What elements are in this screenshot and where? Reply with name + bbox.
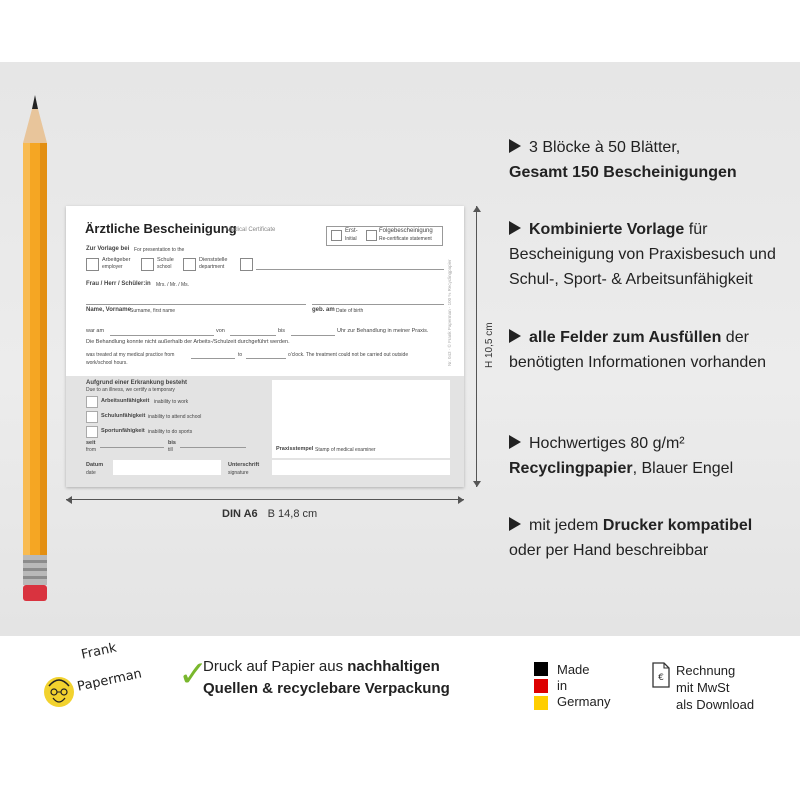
date-field[interactable] [113, 460, 221, 475]
unfit-school-label: Schulunfähigkeit [101, 413, 146, 419]
checkmark-icon: ✓ [178, 654, 209, 695]
triangle-bullet-icon [509, 435, 521, 449]
bullet-1-bold: Gesamt 150 Bescheinigungen [509, 164, 737, 181]
unfit-sport-label: Sportunfähigkeit [101, 428, 145, 434]
flag-black [534, 662, 548, 676]
unfit-work-en: inability to work [154, 399, 189, 405]
name-en: Surname, first name [130, 308, 176, 314]
treated-from-line [191, 358, 235, 359]
form-title: Ärztliche Bescheinigung [85, 221, 237, 236]
bullet-5-bold: Drucker kompatibel [602, 517, 753, 534]
until-line[interactable] [180, 447, 246, 448]
school-label: Schule [157, 257, 174, 263]
other-checkbox[interactable] [240, 258, 253, 271]
employer-label: Arbeitgeber [102, 257, 131, 263]
followup-sub: Re-certificate statement [379, 236, 432, 242]
triangle-bullet-icon [509, 329, 521, 343]
office-checkbox[interactable] [183, 258, 196, 271]
to-time-line[interactable] [291, 335, 335, 336]
date-label: Datum [86, 462, 104, 468]
from-label: von [216, 328, 225, 334]
followup-checkbox[interactable] [366, 230, 377, 241]
logo-text-paperman: Paperman [76, 666, 144, 695]
signature-field[interactable] [272, 460, 450, 475]
flag-gold [534, 696, 548, 710]
submit-to-en: For presentation to the [134, 247, 185, 253]
certificate-form-card [66, 206, 464, 487]
since-en: from [86, 447, 96, 453]
name-label: Name, Vorname [86, 307, 131, 313]
bullet-fields [509, 325, 789, 375]
invoice-line2: mit MwSt [676, 680, 730, 695]
since-label: seit [86, 440, 96, 446]
initial-label: Erst- [345, 228, 358, 234]
eco-bold2: Quellen & recyclebare Verpackung [203, 680, 450, 697]
salutation-label: Frau / Herr / Schüler:in [86, 281, 151, 287]
employer-en: employer [102, 264, 123, 270]
pencil-illustration [16, 95, 56, 605]
width-dimension-label [222, 508, 317, 520]
made-line3: Germany [557, 694, 611, 709]
to-en: to [238, 352, 243, 358]
invoice-download [676, 662, 754, 713]
date-visit-line[interactable] [110, 335, 214, 336]
until-en: till [168, 447, 173, 453]
width-value: B 14,8 cm [267, 508, 318, 520]
was-on-label: war am [86, 328, 105, 334]
flag-red [534, 679, 548, 693]
dob-line[interactable] [312, 304, 444, 305]
office-en: department [199, 264, 225, 270]
dob-en: Date of birth [336, 308, 364, 314]
invoice-document-icon [651, 662, 671, 688]
initial-sub: Initial [345, 236, 357, 242]
oclock-en: o'clock. The treatment could not be carried out outside [288, 352, 409, 358]
stamp-en: Stamp of medical examiner [315, 447, 376, 453]
hours-en: work/school hours. [86, 360, 128, 366]
top-band [0, 0, 800, 62]
bullet-paper [509, 431, 789, 481]
date-en: date [86, 470, 96, 476]
treatment-text: Die Behandlung konnte nicht außerhalb der Arbeits-/Schulzeit durchgeführt werden. [86, 339, 290, 345]
stamp-label: Praxisstempel [276, 446, 314, 452]
format-label: DIN A6 [222, 508, 258, 520]
office-label: Dienststelle [199, 257, 228, 263]
triangle-bullet-icon [509, 517, 521, 531]
dob-label: geb. am [312, 307, 335, 313]
name-line[interactable] [86, 304, 306, 305]
signature-label: Unterschrift [228, 462, 260, 468]
bullet-1-pre: 3 Blöcke à 50 Blätter, [529, 139, 681, 156]
treated-en: was treated at my medical practice from [86, 352, 175, 358]
german-flag-icon [534, 662, 548, 713]
form-side-text: Nr. 043 · © Frank Paperman · 100 % Recyclingpapier [447, 259, 452, 366]
invoice-line1: Rechnung [676, 663, 736, 678]
bullet-3-bold: alle Felder zum Ausfüllen [529, 329, 722, 346]
height-dimension-label: H 10,5 cm [484, 322, 495, 368]
initial-checkbox[interactable] [331, 230, 342, 241]
time-text: Uhr zur Behandlung in meiner Praxis. [337, 328, 429, 334]
school-en: school [157, 264, 172, 270]
from-time-line[interactable] [230, 335, 276, 336]
unfit-work-checkbox[interactable] [86, 396, 98, 408]
signature-en: signature [228, 470, 249, 476]
bullet-2-post: für Bescheinigung von Praxisbesuch und Schul-, Sport- & Arbeitsunfähigkeit [509, 221, 776, 288]
invoice-line3: als Download [676, 697, 755, 712]
bullet-template [509, 217, 789, 292]
school-checkbox[interactable] [141, 258, 154, 271]
triangle-bullet-icon [509, 221, 521, 235]
bullet-5-post: oder per Hand beschreibbar [509, 542, 709, 559]
until-label: bis [168, 440, 176, 446]
other-line [256, 269, 444, 270]
to-label: bis [278, 328, 286, 334]
illness-header-en: Due to an illness, we certify a temporary [86, 387, 175, 393]
eco-statement [203, 656, 450, 700]
unfit-sport-checkbox[interactable] [86, 426, 98, 438]
unfit-work-label: Arbeitsunfähigkeit [101, 398, 150, 404]
since-line[interactable] [100, 447, 164, 448]
bullet-4-bold: Recyclingpapier [509, 460, 633, 477]
made-line2: in [557, 678, 568, 693]
bullet-5-pre: mit jedem [529, 517, 599, 534]
bullet-printer [509, 513, 789, 563]
unfit-school-en: inability to attend school [148, 414, 202, 420]
bullet-2-bold: Kombinierte Vorlage [529, 221, 685, 238]
salutation-en: Mrs. / Mr. / Ms. [156, 282, 190, 288]
eco-bold1: nachhaltigen [347, 658, 440, 675]
form-title-en: Medical Certificate [226, 227, 276, 233]
height-dimension-line [476, 206, 477, 487]
bullet-4-post: , Blauer Engel [632, 460, 734, 477]
width-dimension-line [66, 499, 464, 500]
logo-text-frank: Frank [80, 640, 118, 663]
unfit-sport-en: inability to do sports [148, 429, 193, 435]
employer-checkbox[interactable] [86, 258, 99, 271]
made-line1: Made [557, 662, 590, 677]
bullet-4-pre: Hochwertiges 80 g/m² [529, 435, 685, 452]
triangle-bullet-icon [509, 139, 521, 153]
treated-to-line [246, 358, 286, 359]
bullet-blocks [509, 135, 789, 185]
submit-to-label: Zur Vorlage bei [86, 246, 130, 252]
eco-pre: Druck auf Papier aus [203, 658, 344, 675]
followup-label: Folgebescheinigung [379, 228, 433, 234]
bullet-3-post: der benötigten Informationen vorhanden [509, 329, 767, 371]
illness-header: Aufgrund einer Erkrankung besteht [86, 380, 188, 386]
svg-text:€: € [658, 673, 664, 683]
unfit-school-checkbox[interactable] [86, 411, 98, 423]
made-in-germany [557, 662, 610, 710]
